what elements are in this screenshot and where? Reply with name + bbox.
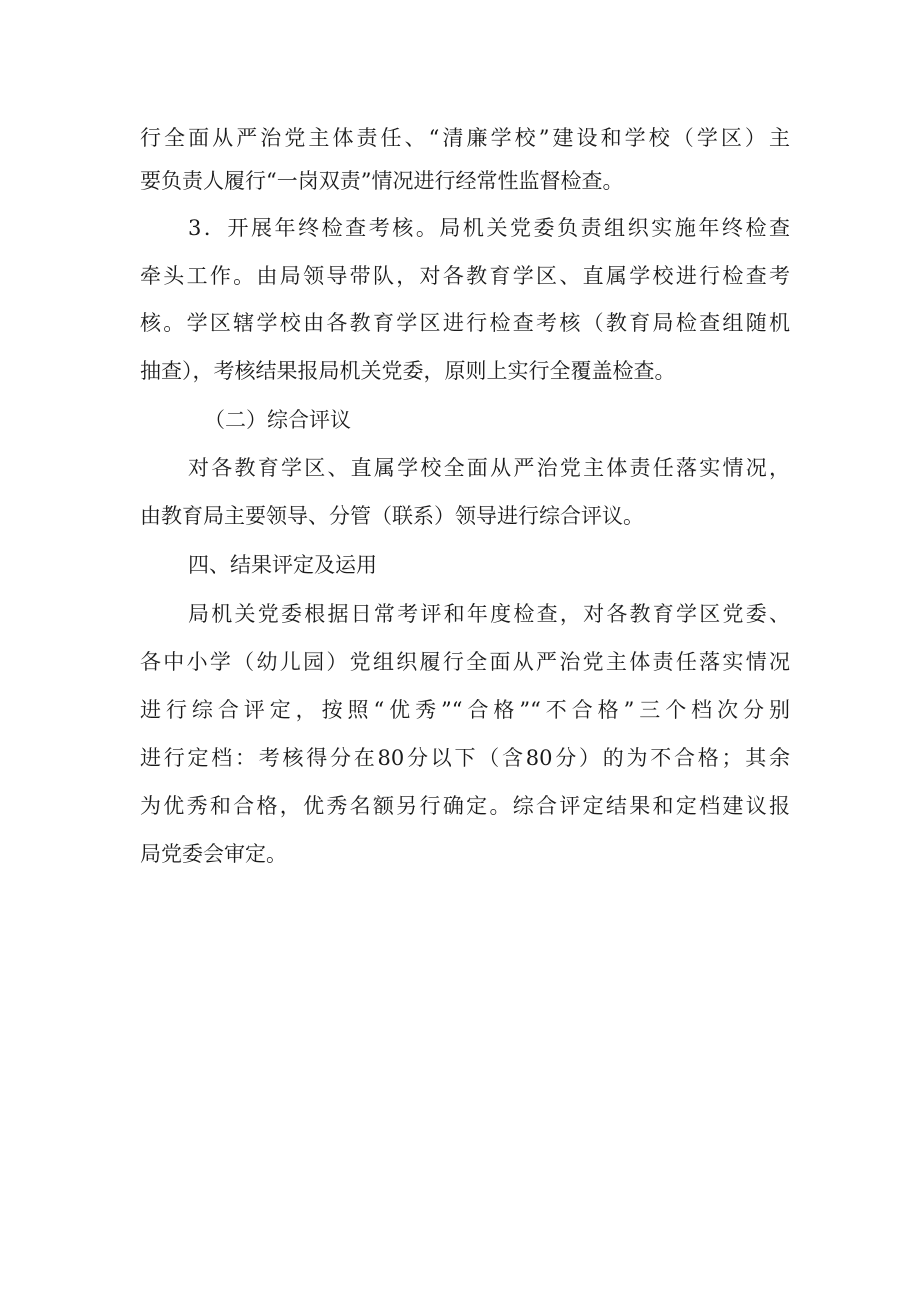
text-line: 局机关党委根据日常考评和年度检查，对各教育学区党委、 [188, 602, 790, 626]
section-heading: （二）综合评议 [204, 408, 351, 432]
text-line: 要负责人履行“一岗双责”情况进行经常性监督检查。 [140, 169, 624, 193]
text-line: 抽查），考核结果报局机关党委，原则上实行全覆盖检查。 [140, 359, 676, 383]
text-line: 各中小学（幼儿园）党组织履行全面从严治党主体责任落实情况 [140, 650, 790, 674]
section-heading: 四、结果评定及运用 [188, 553, 377, 577]
text-line: 由教育局主要领导、分管（联系）领导进行综合评议。 [140, 504, 644, 528]
text-line: 进行综合评定，按照“优秀”“合格”“不合格”三个档次分别 [140, 698, 790, 722]
text-line: 为优秀和合格，优秀名额另行确定。综合评定结果和定档建议报 [140, 794, 790, 818]
text-line: 牵头工作。由局领导带队，对各教育学区、直属学校进行检查考 [140, 264, 790, 288]
text-line: 核。学区辖学校由各教育学区进行检查考核（教育局检查组随机 [140, 311, 790, 335]
text-line: 局党委会审定。 [140, 842, 287, 866]
text-line: 对各教育学区、直属学校全面从严治党主体责任落实情况， [188, 456, 790, 480]
text-line: 行全面从严治党主体责任、“清廉学校”建设和学校（学区）主 [140, 126, 790, 150]
text-line: 3．开展年终检查考核。局机关党委负责组织实施年终检查 [188, 216, 790, 240]
text-line: 进行定档：考核得分在80分以下（含80分）的为不合格；其余 [140, 746, 790, 770]
